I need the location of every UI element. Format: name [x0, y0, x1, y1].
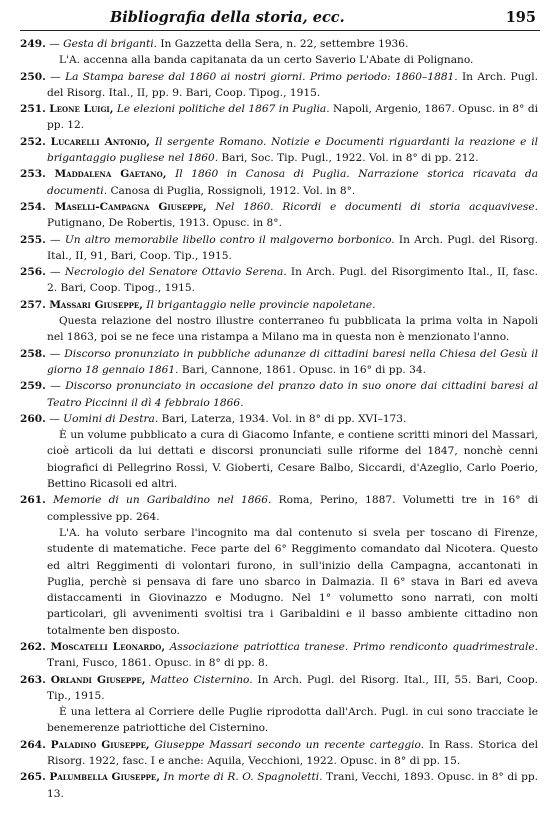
entry-title: Discorso pronunciato in occasione del pranzo dato in suo onore dai cittadini baresi al Teatro Piccinni il dì 4 febbraio 1866.	[47, 380, 538, 409]
bibliography-list	[20, 36, 538, 802]
entry-number: 251.	[20, 103, 46, 116]
entry-note: L'A. accenna alla banda capitanata da un certo Saverio L'Abate di Polignano.	[59, 54, 474, 67]
entry-prefix: —	[49, 347, 65, 360]
entry-author: Orlandi Giuseppe,	[50, 673, 146, 686]
entry-prefix: —	[50, 233, 65, 246]
entry-note: L'A. ha voluto serbare l'incognito ma dal contenuto si svela per toscano di Firenze, studente di matematiche. Fece parte del 6° Reggimento comandato dal Nicotera. Questo ed altri Reggimenti di volontari furono, in sull'inizio della Campagna, accantonati in Puglia, perchè si pensava di fare uno sbarco in Dalmazia. Il 6° stava in Bari ed aveva distaccamenti in Giovinazzo e Modugno. Nel 1° volumetto sono narrati, con molti particolari, gli avvenimenti svoltisi tra i Garibaldini e il basso ambiente cittadino non totalmente ben disposto.	[47, 526, 538, 637]
entry-author: Leone Luigi,	[49, 103, 114, 116]
bibliography-entry	[20, 101, 538, 134]
entry-author: Moscatelli Leonardo,	[50, 640, 166, 653]
entry-number: 258.	[20, 347, 46, 360]
bibliography-entry	[20, 297, 538, 313]
entry-details: In Arch. Pugl. del Risorg. Ital., II, 91, Bari, Coop. Tip., 1915.	[47, 233, 538, 262]
entry-number: 253.	[20, 168, 46, 181]
entry-title: Un altro memorabile libello contro il malgoverno borbonico.	[64, 233, 395, 246]
entry-prefix: —	[49, 38, 64, 50]
entry-title: Giuseppe Massari secondo un recente carteggio.	[154, 738, 425, 751]
entry-details: Putignano, De Robertis, 1913. Opusc. in 8°.	[47, 217, 282, 230]
entry-author: Maselli-Campagna Giuseppe,	[54, 200, 207, 213]
bibliography-entry	[20, 134, 538, 167]
entry-title: Il brigantaggio nelle provincie napoletane.	[146, 298, 376, 311]
entry-title: La Stampa barese dal 1860 ai nostri giorni. Primo periodo: 1860–1881.	[65, 70, 458, 83]
entry-title: Memorie di un Garibaldino nel 1866.	[53, 494, 272, 507]
entry-author: Massari Giuseppe,	[49, 298, 143, 311]
entry-details: In Arch. Pugl. del Risorgimento Ital., II, fasc. 2. Bari, Coop. Tipog., 1915.	[47, 266, 539, 295]
entry-title: Necrologio del Senatore Ottavio Serena.	[64, 266, 287, 279]
entry-details: Bari, Laterza, 1934. Vol. in 8° di pp. XVI–173.	[158, 412, 407, 425]
bibliography-entry	[20, 492, 538, 525]
entry-number: 255.	[20, 233, 46, 246]
entry-author: Paladino Giuseppe,	[50, 738, 150, 751]
entry-number: 252.	[20, 135, 46, 148]
entry-details: Trani, Vecchi, 1893. Opusc. in 8° di pp. 13.	[47, 771, 539, 800]
entry-title: Il sergente Romano. Notizie e Documenti riguardanti la reazione e il brigantaggio pugliese nel 1860.	[47, 135, 538, 165]
running-title: Bibliografia della storia, ecc.	[110, 9, 345, 26]
entry-note: È un volume pubblicato a cura di Giacomo Infante, e contiene scritti minori del Massari, cioè articoli da lui dettati e discorsi pronunciati sulle riforme del 1847, nonchè cenni biografici di Pellegrino Rossi, V. Gioberti, Cesare Balbo, Siccardi, d'Azeglio, Carlo Poerio, Bettino Ricasoli ed altri.	[47, 429, 538, 491]
entry-number: 249.	[20, 38, 46, 50]
bibliography-entry	[20, 672, 538, 705]
entry-prefix: —	[50, 70, 66, 83]
entry-details: Roma, Perino, 1887. Volumetti tre in 16° di complessive pp. 264.	[47, 494, 538, 523]
entry-prefix: —	[50, 380, 66, 393]
entry-number: 259.	[20, 380, 46, 393]
bibliography-entry	[20, 166, 538, 199]
entry-author: Palumbella Giuseppe,	[49, 771, 160, 784]
bibliography-entry	[20, 36, 538, 52]
entry-details: In Arch. Pugl. del Risorg. Ital., II, pp. 9. Bari, Coop. Tipog., 1915.	[47, 70, 538, 99]
entry-title: Discorso pronunziato in pubbliche adunanze di cittadini baresi nella Chiesa del Gesù il giorno 18 gennaio 1861.	[47, 347, 538, 376]
entry-number: 264.	[20, 738, 46, 751]
bibliography-entry	[20, 346, 538, 379]
entry-title: Il 1860 in Canosa di Puglia. Narrazione storica ricavata da documenti.	[47, 168, 539, 197]
bibliography-entry	[20, 69, 538, 102]
page-header	[20, 8, 540, 31]
entry-number: 260.	[20, 412, 46, 425]
entry-prefix	[166, 168, 175, 180]
bibliography-entry	[20, 639, 538, 672]
entry-details: Bari, Soc. Tip. Pugl., 1922. Vol. in 8° di pp. 212.	[218, 152, 479, 165]
entry-number: 261.	[20, 494, 46, 507]
bibliography-entry	[20, 769, 538, 802]
entry-number: 254.	[20, 200, 46, 213]
bibliography-entry	[20, 378, 538, 411]
entry-details: In Arch. Pugl. del Risorg. Ital., III, 55. Bari, Coop. Tip., 1915.	[47, 673, 538, 702]
entry-prefix: —	[50, 266, 65, 279]
entry-number: 256.	[20, 266, 46, 279]
bibliography-entry	[20, 232, 538, 265]
bibliography-entry	[20, 737, 538, 770]
bibliography-entry	[20, 199, 538, 232]
entry-title: In morte di R. O. Spagnoletti.	[163, 771, 323, 784]
entry-details: In Gazzetta della Sera, n. 22, settembre 1936.	[156, 38, 409, 50]
entry-title: Le elezioni politiche del 1867 in Puglia.	[116, 103, 330, 116]
entry-details: Trani, Fusco, 1861. Opusc. in 8° di pp. 8.	[47, 657, 269, 670]
entry-prefix: —	[49, 412, 64, 425]
entry-title: Uomini di Destra.	[63, 412, 159, 425]
entry-author: Maddalena Gaetano,	[54, 168, 167, 181]
entry-author: Lucarelli Antonio,	[50, 135, 150, 148]
entry-title: Nel 1860. Ricordi e documenti di storia acquavivese.	[215, 200, 538, 213]
entry-note: Questa relazione del nostro illustre conterraneo fu pubblicata la prima volta in Napoli nel 1863, poi se ne fece una ristampa a Milano ma in questa non è menzionato l'anno.	[47, 315, 538, 344]
entry-title: Matteo Cisternino.	[150, 673, 253, 686]
entry-number: 263.	[20, 673, 46, 686]
entry-title: Gesta di briganti.	[63, 38, 157, 50]
entry-number: 262.	[20, 640, 46, 653]
entry-number: 265.	[20, 771, 46, 784]
entry-details: Bari, Cannone, 1861. Opusc. in 16° di pp. 34.	[178, 363, 426, 376]
entry-details: In Rass. Storica del Risorg. 1922, fasc. I e anche: Aquila, Vecchioni, 1922. Opusc. in 8° di pp. 15.	[47, 738, 538, 768]
entry-number: 250.	[20, 70, 46, 83]
entry-details: Canosa di Puglia, Rossignoli, 1912. Vol. in 8°.	[107, 184, 356, 197]
entry-number: 257.	[20, 298, 46, 311]
bibliography-entry	[20, 264, 538, 297]
bibliography-entry	[20, 411, 538, 427]
entry-prefix	[207, 201, 216, 213]
page-number: 195	[505, 9, 536, 26]
entry-title: Associazione patriottica tranese. Primo rendiconto quadrimestrale.	[169, 640, 539, 653]
entry-details: Napoli, Argenio, 1867. Opusc. in 8° di pp. 12.	[47, 103, 538, 132]
entry-note: È una lettera al Corriere delle Puglie riprodotta dall'Arch. Pugl. in cui sono tracciate le benemerenze patriottiche del Cisternino.	[47, 706, 538, 735]
